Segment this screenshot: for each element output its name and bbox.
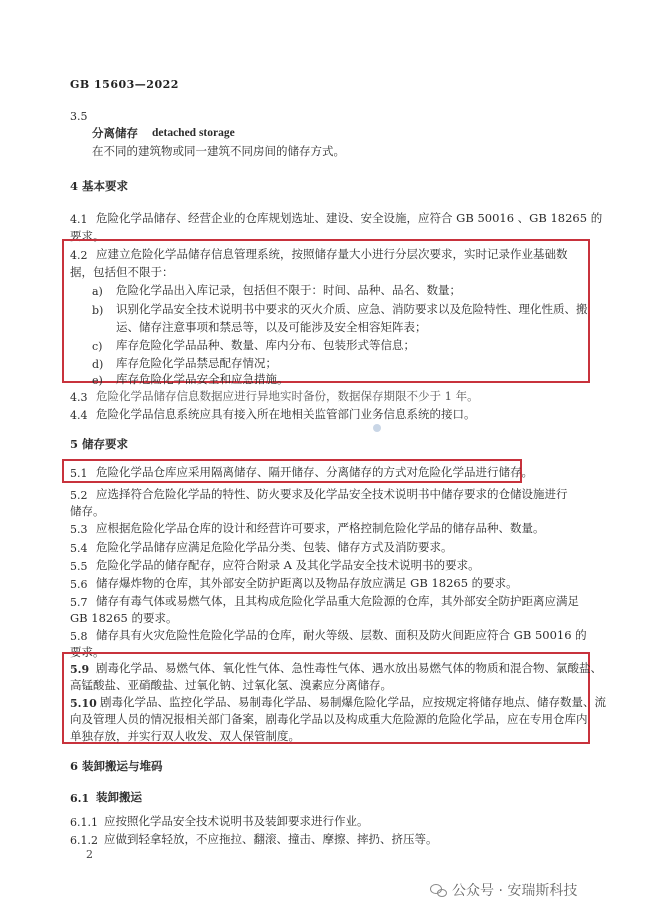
clause-number: 5.9 [70,663,90,676]
clause-text: 危险化学品的储存配存，应符合附录 A 及其化学品安全技术说明书的要求。 [96,558,480,572]
clause-text: 储存有毒气体或易燃气体，且其构成危险化学品重大危险源的仓库，其外部安全防护距离应满足 [96,594,579,608]
list-marker: a) [92,285,103,298]
clause-text: 储存爆炸物的仓库，其外部安全防护距离以及物品存放应满足 GB 18265 的要求。 [96,576,518,590]
clause-text: 向及管理人员的情况报相关部门备案，剧毒化学品以及构成重大危险源的危险化学品，应在专用仓库内 [70,712,588,726]
clause-number: 5.10 [70,697,97,710]
list-item: 库存危险化学品品种、数量、库内分布、包装形式等信息； [116,338,415,352]
clause-text: 危险化学品储存信息数据应进行异地实时备份，数据保存期限不少于 1 年。 [96,389,479,403]
page-number: 2 [86,848,93,861]
watermark-text: 公众号 · 安瑞斯科技 [452,883,578,899]
clause-number: 5.4 [70,542,88,555]
clause-text: 危险化学品储存应满足危险化学品分类、包装、储存方式及消防要求。 [96,540,453,554]
watermark [430,880,577,900]
clause-text: 高锰酸盐、亚硝酸盐、过氧化钠、过氧化氢、溴素应分离储存。 [70,678,392,692]
clause-number: 3.5 [70,110,88,123]
clause-number: 5.8 [70,630,88,643]
clause-text: 危险化学品仓库应采用隔离储存、隔开储存、分离储存的方式对危险化学品进行储存。 [96,465,533,479]
clause-text: 要求。 [70,645,105,659]
standard-code: GB 15603—2022 [70,78,179,91]
clause-text: 危险化学品储存、经营企业的仓库规划选址、建设、安全设施，应符合 GB 50016 、GB 18265 的 [96,211,603,225]
scroll-marker-dot [373,424,381,432]
wechat-icon [430,883,446,897]
clause-text: 据，包括但不限于： [70,265,174,279]
clause-number: 4.4 [70,409,88,422]
list-marker: b) [92,304,104,317]
clause-number: 5.7 [70,596,88,609]
clause-number: 6.1 [70,792,90,805]
term-cn: 分离储存 [92,126,138,140]
subsection-heading: 装卸搬运 [96,790,142,804]
section-heading-4: 4 基本要求 [70,179,129,193]
list-marker: e) [92,374,103,387]
clause-text: 要求。 [70,229,105,243]
clause-text: 储存具有火灾危险性危险化学品的仓库，耐火等级、层数、面积及防火间距应符合 GB 50016 的 [96,628,587,642]
clause-number: 5.3 [70,523,88,536]
clause-text: 剧毒化学品、监控化学品、易制毒化学品、易制爆危险化学品，应按规定将储存地点、储存数量、流 [100,695,606,709]
clause-number: 4.3 [70,391,88,404]
clause-text: 应选择符合危险化学品的特性、防火要求及化学品安全技术说明书中储存要求的仓储设施进行 [96,487,568,501]
clause-number: 6.1.1 [70,816,98,829]
term-en: detached storage [152,127,235,139]
term-definition: 在不同的建筑物或同一建筑不同房间的储存方式。 [92,144,345,158]
clause-number: 5.6 [70,578,88,591]
clause-number: 5.1 [70,467,88,480]
clause-number: 6.1.2 [70,834,98,847]
clause-text: 应根据危险化学品仓库的设计和经营许可要求，严格控制危险化学品的储存品种、数量。 [96,521,545,535]
list-item: 库存危险化学品安全和应急措施。 [116,372,289,386]
clause-text: 应按照化学品安全技术说明书及装卸要求进行作业。 [104,814,369,828]
list-item: 危险化学品出入库记录，包括但不限于：时间、品种、品名、数量； [116,283,461,297]
clause-number: 4.2 [70,249,88,262]
clause-number: 4.1 [70,213,88,226]
list-item: 运、储存注意事项和禁忌等，以及可能涉及安全相容矩阵表； [116,320,427,334]
list-marker: c) [92,340,103,353]
clause-text: GB 18265 的要求。 [70,611,178,625]
clause-text: 储存。 [70,504,105,518]
clause-text: 危险化学品信息系统应具有接入所在地相关监管部门业务信息系统的接口。 [96,407,476,421]
clause-text: 应建立危险化学品储存信息管理系统，按照储存量大小进行分层次要求，实时记录作业基础数 [96,247,568,261]
clause-text: 单独存放，并实行双人收发、双人保管制度。 [70,729,300,743]
clause-number: 5.2 [70,489,88,502]
list-item: 库存危险化学品禁忌配存情况； [116,356,277,370]
list-marker: d) [92,358,104,371]
clause-text: 剧毒化学品、易燃气体、氧化性气体、急性毒性气体、遇水放出易燃气体的物质和混合物、氯酸盐、 [96,661,602,675]
section-heading-5: 5 储存要求 [70,437,129,451]
clause-number: 5.5 [70,560,88,573]
section-heading-6: 6 装卸搬运与堆码 [70,759,163,773]
clause-text: 应做到轻拿轻放，不应拖拉、翻滚、撞击、摩擦、摔扔、挤压等。 [104,832,438,846]
list-item: 识别化学品安全技术说明书中要求的灭火介质、应急、消防要求以及危险特性、理化性质、搬 [116,302,588,316]
